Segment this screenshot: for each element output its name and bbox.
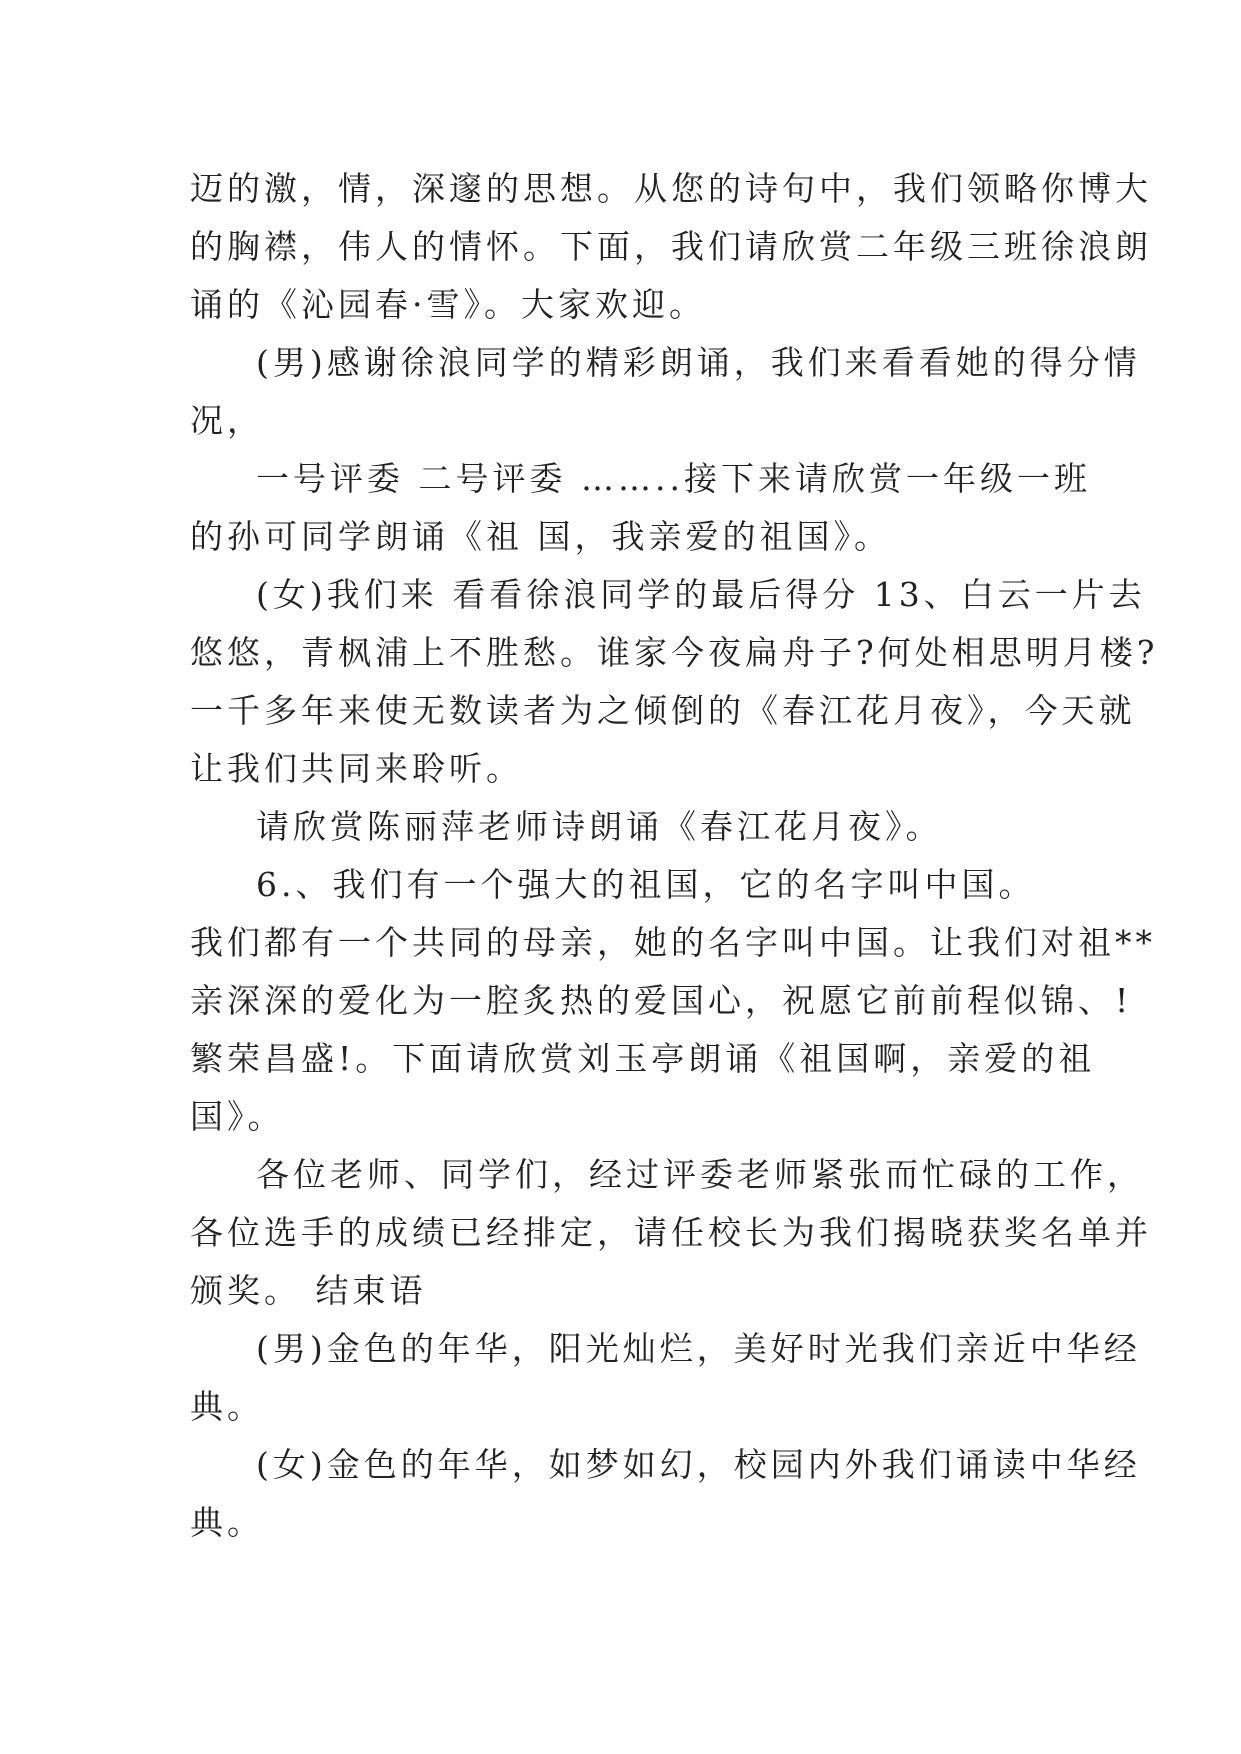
text-line: 我们都有一个共同的母亲，她的名字叫中国。让我们对祖** [190, 923, 1156, 962]
text-line: 亲深深的爱化为一腔炙热的爱国心，祝愿它前前程似锦、! [190, 981, 1133, 1020]
text-line: 国》。 [190, 1097, 285, 1136]
text-line: 一千多年来使无数读者为之倾倒的《春江花月夜》，今天就 [190, 691, 1136, 730]
text-line: 典。 [190, 1387, 264, 1426]
text-line: (男)金色的年华，阳光灿烂，美好时光我们亲近中华经 [256, 1329, 1141, 1368]
text-line: 诵的《沁园春·雪》。大家欢迎。 [190, 285, 706, 324]
text-line: 迈的激，情，深邃的思想。从您的诗句中，我们领略你博大 [190, 169, 1152, 208]
text-line: 典。 [190, 1503, 264, 1542]
text-line: 6.、我们有一个强大的祖国，它的名字叫中国。 [256, 865, 1036, 904]
text-line: 请欣赏陈丽萍老师诗朗诵《春江花月夜》。 [256, 807, 943, 846]
text-line: 颁奖。 结束语 [190, 1271, 427, 1310]
text-line: 一号评委 二号评委 ……..接下来请欣赏一年级一班 [256, 459, 1091, 498]
text-line: 各位老师、同学们，经过评委老师紧张而忙碌的工作， [256, 1155, 1144, 1194]
text-line: 悠悠，青枫浦上不胜愁。谁家今夜扁舟子?何处相思明月楼? [190, 633, 1159, 672]
text-line: (女)金色的年华，如梦如幻，校园内外我们诵读中华经 [256, 1445, 1141, 1484]
text-line: 各位选手的成绩已经排定，请任校长为我们揭晓获奖名单并 [190, 1213, 1152, 1252]
text-line: 让我们共同来聆听。 [190, 749, 523, 788]
text-line: (男)感谢徐浪同学的精彩朗诵，我们来看看她的得分情 [256, 343, 1141, 382]
text-line: (女)我们来 看看徐浪同学的最后得分 13、白云一片去 [256, 575, 1146, 614]
text-line: 繁荣昌盛!。下面请欣赏刘玉亭朗诵《祖国啊，亲爱的祖 [190, 1039, 1096, 1078]
document-body [190, 160, 1159, 1552]
text-line: 的胸襟，伟人的情怀。下面，我们请欣赏二年级三班徐浪朗 [190, 227, 1152, 266]
text-line: 的孙可同学朗诵《祖 国，我亲爱的祖国》。 [190, 517, 891, 556]
text-line: 况， [190, 401, 264, 440]
